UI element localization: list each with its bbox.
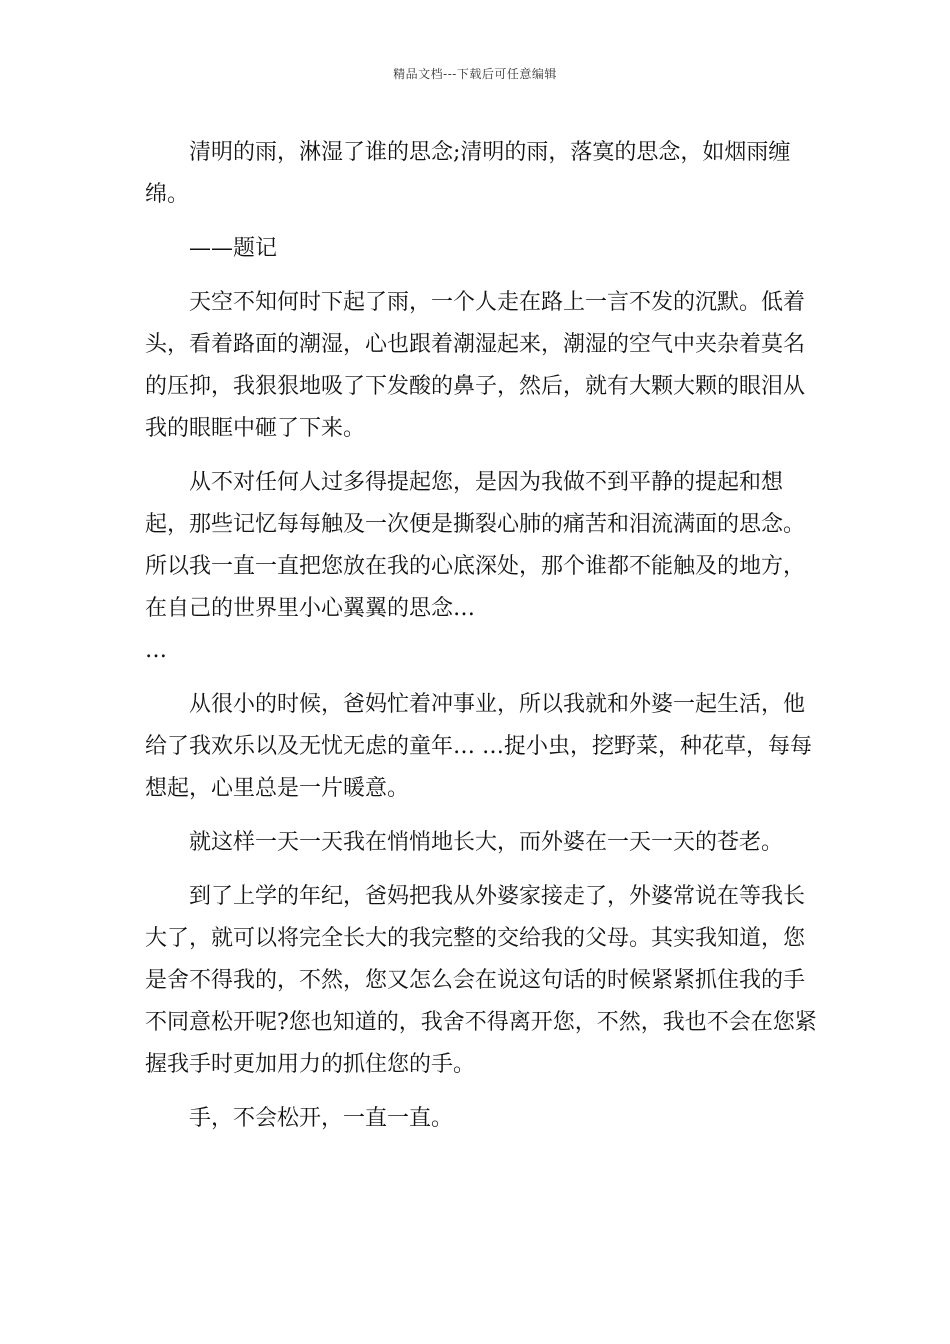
paragraph-growing: 就这样一天一天我在悄悄地长大，而外婆在一天一天的苍老。 bbox=[189, 830, 784, 855]
paragraph-epigraph-attribution: ——题记 bbox=[189, 236, 278, 261]
paragraph-closing: 手，不会松开，一直一直。 bbox=[189, 1106, 454, 1131]
paragraph-childhood: 从很小的时候，爸妈忙着冲事业，所以我就和外婆一起生活，他给了我欢乐以及无忧无虑的童年… …捉小虫，挖野菜，种花草，每每想起，心里总是一片暖意。 bbox=[145, 692, 812, 801]
paragraph-school: 到了上学的年纪，爸妈把我从外婆家接走了，外婆常说在等我长大了，就可以将完全长大的我完整的交给我的父母。其实我知道，您是舍不得我的，不然，您又怎么会在说这句话的时候紧紧抓住我的手不同意松开呢?您也知道的，我舍不得离开您，不然，我也不会在您紧握我手时更加用力的抓住您的手。 bbox=[145, 884, 817, 1077]
paragraph-rain: 天空不知何时下起了雨，一个人走在路上一言不发的沉默。低着头，看着路面的潮湿，心也跟着潮湿起来，潮湿的空气中夹杂着莫名的压抑，我狠狠地吸了下发酸的鼻子，然后，就有大颗大颗的眼泪从我的眼眶中砸了下来。 bbox=[145, 290, 806, 441]
paragraph-memory: 从不对任何人过多得提起您，是因为我做不到平静的提起和想起，那些记忆每每触及一次便是撕裂心肺的痛苦和泪流满面的思念。所以我一直一直把您放在我的心底深处，那个谁都不能触及的地方，在自己的世界里小心翼翼的思念… bbox=[145, 470, 806, 621]
paragraph-ellipsis: … bbox=[145, 638, 167, 663]
paragraph-intro: 清明的雨，淋湿了谁的思念;清明的雨，落寞的思念，如烟雨缠绵。 bbox=[145, 140, 791, 207]
page-header: 精品文档---下载后可任意编辑 bbox=[393, 67, 557, 81]
article-body bbox=[145, 132, 825, 1152]
